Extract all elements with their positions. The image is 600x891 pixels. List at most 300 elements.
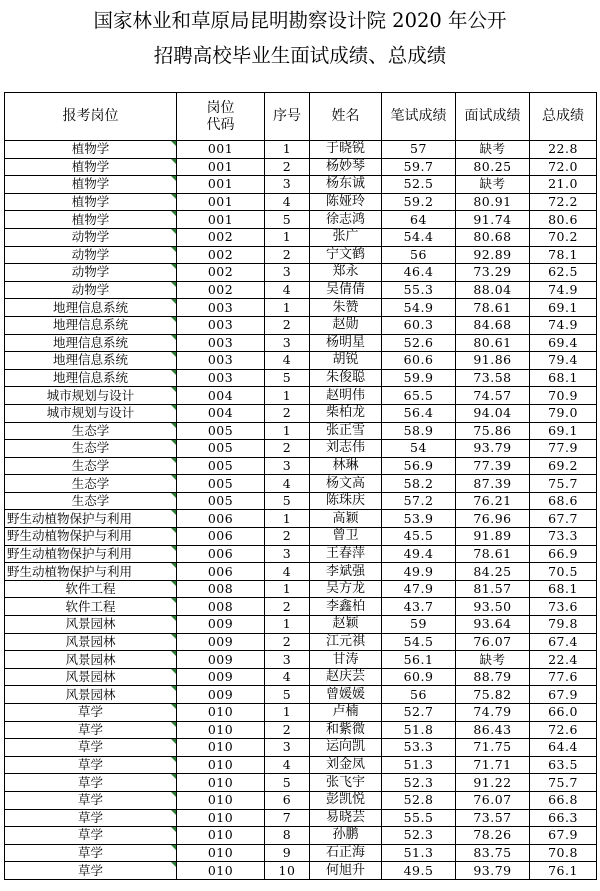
cell-seq: 2 bbox=[265, 528, 310, 546]
table-row bbox=[5, 352, 597, 370]
cell-written: 58.9 bbox=[382, 422, 456, 440]
cell-interview: 76.96 bbox=[456, 510, 530, 528]
cell-code: 006 bbox=[177, 563, 265, 581]
cell-code: 002 bbox=[177, 246, 265, 264]
cell-position: 动物学 bbox=[5, 246, 177, 264]
table-row bbox=[5, 281, 597, 299]
cell-code: 003 bbox=[177, 352, 265, 370]
cell-position: 生态学 bbox=[5, 440, 177, 458]
cell-code: 010 bbox=[177, 862, 265, 880]
cell-name: 运向凯 bbox=[310, 739, 382, 757]
cell-interview: 87.39 bbox=[456, 475, 530, 493]
cell-written: 57.2 bbox=[382, 492, 456, 510]
cell-seq: 4 bbox=[265, 281, 310, 299]
cell-interview: 80.91 bbox=[456, 193, 530, 211]
table-row bbox=[5, 334, 597, 352]
cell-name: 曾卫 bbox=[310, 528, 382, 546]
cell-position: 地理信息系统 bbox=[5, 369, 177, 387]
table-row bbox=[5, 774, 597, 792]
cell-total: 75.7 bbox=[530, 774, 597, 792]
cell-code: 005 bbox=[177, 492, 265, 510]
cell-position: 植物学 bbox=[5, 193, 177, 211]
cell-interview: 73.58 bbox=[456, 369, 530, 387]
table-row bbox=[5, 704, 597, 722]
cell-total: 21.0 bbox=[530, 176, 597, 194]
cell-position: 生态学 bbox=[5, 457, 177, 475]
table-row bbox=[5, 404, 597, 422]
cell-code: 003 bbox=[177, 334, 265, 352]
cell-interview: 76.07 bbox=[456, 791, 530, 809]
cell-seq: 2 bbox=[265, 598, 310, 616]
cell-seq: 3 bbox=[265, 739, 310, 757]
cell-total: 67.9 bbox=[530, 686, 597, 704]
cell-total: 67.4 bbox=[530, 633, 597, 651]
cell-total: 79.8 bbox=[530, 616, 597, 634]
cell-interview: 74.57 bbox=[456, 387, 530, 405]
cell-code: 010 bbox=[177, 739, 265, 757]
cell-name: 赵明伟 bbox=[310, 387, 382, 405]
cell-code: 002 bbox=[177, 228, 265, 246]
cell-written: 65.5 bbox=[382, 387, 456, 405]
cell-code: 003 bbox=[177, 316, 265, 334]
cell-interview: 73.29 bbox=[456, 264, 530, 282]
cell-position: 草学 bbox=[5, 739, 177, 757]
cell-code: 004 bbox=[177, 404, 265, 422]
cell-interview: 88.04 bbox=[456, 281, 530, 299]
cell-seq: 4 bbox=[265, 668, 310, 686]
cell-name: 陈娅玲 bbox=[310, 193, 382, 211]
cell-seq: 5 bbox=[265, 492, 310, 510]
cell-written: 60.3 bbox=[382, 316, 456, 334]
cell-name: 甘涛 bbox=[310, 651, 382, 669]
cell-total: 69.1 bbox=[530, 299, 597, 317]
cell-seq: 4 bbox=[265, 756, 310, 774]
cell-total: 76.1 bbox=[530, 862, 597, 880]
table-row bbox=[5, 264, 597, 282]
table-row bbox=[5, 844, 597, 862]
cell-interview: 93.64 bbox=[456, 616, 530, 634]
cell-interview: 71.71 bbox=[456, 756, 530, 774]
cell-code: 006 bbox=[177, 545, 265, 563]
cell-written: 49.4 bbox=[382, 545, 456, 563]
table-row bbox=[5, 457, 597, 475]
cell-position: 软件工程 bbox=[5, 598, 177, 616]
cell-seq: 8 bbox=[265, 827, 310, 845]
cell-written: 55.3 bbox=[382, 281, 456, 299]
cell-code: 008 bbox=[177, 598, 265, 616]
cell-written: 49.5 bbox=[382, 862, 456, 880]
cell-seq: 5 bbox=[265, 686, 310, 704]
cell-written: 56.1 bbox=[382, 651, 456, 669]
cell-total: 69.4 bbox=[530, 334, 597, 352]
cell-name: 石正海 bbox=[310, 844, 382, 862]
cell-position: 生态学 bbox=[5, 492, 177, 510]
cell-total: 67.7 bbox=[530, 510, 597, 528]
cell-written: 56.4 bbox=[382, 404, 456, 422]
table-row bbox=[5, 809, 597, 827]
cell-interview: 缺考 bbox=[456, 176, 530, 194]
cell-name: 张飞宇 bbox=[310, 774, 382, 792]
cell-name: 赵勋 bbox=[310, 316, 382, 334]
cell-seq: 1 bbox=[265, 299, 310, 317]
table-row bbox=[5, 440, 597, 458]
cell-interview: 93.79 bbox=[456, 440, 530, 458]
cell-total: 79.0 bbox=[530, 404, 597, 422]
cell-total: 73.6 bbox=[530, 598, 597, 616]
cell-name: 胡锐 bbox=[310, 352, 382, 370]
cell-interview: 缺考 bbox=[456, 651, 530, 669]
cell-interview: 93.50 bbox=[456, 598, 530, 616]
cell-total: 74.9 bbox=[530, 316, 597, 334]
cell-total: 70.2 bbox=[530, 228, 597, 246]
cell-written: 52.3 bbox=[382, 827, 456, 845]
cell-name: 卢楠 bbox=[310, 704, 382, 722]
cell-interview: 80.68 bbox=[456, 228, 530, 246]
cell-written: 51.8 bbox=[382, 721, 456, 739]
table-row bbox=[5, 721, 597, 739]
cell-total: 69.1 bbox=[530, 422, 597, 440]
cell-code: 005 bbox=[177, 457, 265, 475]
cell-position: 草学 bbox=[5, 756, 177, 774]
cell-interview: 73.57 bbox=[456, 809, 530, 827]
cell-name: 朱俊聪 bbox=[310, 369, 382, 387]
cell-position: 动物学 bbox=[5, 281, 177, 299]
header-code bbox=[177, 93, 265, 141]
cell-position: 植物学 bbox=[5, 211, 177, 229]
cell-seq: 4 bbox=[265, 193, 310, 211]
cell-seq: 2 bbox=[265, 440, 310, 458]
cell-name: 郑永 bbox=[310, 264, 382, 282]
table-row bbox=[5, 299, 597, 317]
cell-code: 010 bbox=[177, 704, 265, 722]
cell-name: 陈珠庆 bbox=[310, 492, 382, 510]
cell-total: 74.9 bbox=[530, 281, 597, 299]
cell-code: 006 bbox=[177, 528, 265, 546]
cell-seq: 1 bbox=[265, 704, 310, 722]
cell-code: 010 bbox=[177, 827, 265, 845]
cell-code: 003 bbox=[177, 299, 265, 317]
cell-name: 宁文鹤 bbox=[310, 246, 382, 264]
cell-seq: 2 bbox=[265, 246, 310, 264]
cell-position: 动物学 bbox=[5, 264, 177, 282]
cell-position: 草学 bbox=[5, 827, 177, 845]
table-row bbox=[5, 598, 597, 616]
cell-total: 70.5 bbox=[530, 563, 597, 581]
cell-code: 009 bbox=[177, 633, 265, 651]
cell-total: 22.4 bbox=[530, 651, 597, 669]
cell-written: 52.8 bbox=[382, 791, 456, 809]
cell-seq: 5 bbox=[265, 211, 310, 229]
cell-position: 植物学 bbox=[5, 158, 177, 176]
cell-written: 64 bbox=[382, 211, 456, 229]
cell-interview: 80.25 bbox=[456, 158, 530, 176]
table-row bbox=[5, 475, 597, 493]
cell-position: 风景园林 bbox=[5, 633, 177, 651]
cell-written: 45.5 bbox=[382, 528, 456, 546]
cell-total: 75.7 bbox=[530, 475, 597, 493]
cell-seq: 7 bbox=[265, 809, 310, 827]
cell-seq: 2 bbox=[265, 721, 310, 739]
cell-written: 52.3 bbox=[382, 774, 456, 792]
cell-seq: 3 bbox=[265, 545, 310, 563]
header-seq: 序号 bbox=[265, 93, 310, 141]
cell-interview: 92.89 bbox=[456, 246, 530, 264]
cell-name: 朱赞 bbox=[310, 299, 382, 317]
cell-total: 68.1 bbox=[530, 369, 597, 387]
table-row bbox=[5, 563, 597, 581]
cell-code: 009 bbox=[177, 668, 265, 686]
cell-written: 59 bbox=[382, 616, 456, 634]
cell-name: 李斌强 bbox=[310, 563, 382, 581]
cell-seq: 1 bbox=[265, 422, 310, 440]
cell-seq: 6 bbox=[265, 791, 310, 809]
cell-name: 张正雪 bbox=[310, 422, 382, 440]
table-row bbox=[5, 510, 597, 528]
cell-interview: 80.61 bbox=[456, 334, 530, 352]
cell-seq: 5 bbox=[265, 774, 310, 792]
cell-total: 67.9 bbox=[530, 827, 597, 845]
cell-interview: 91.74 bbox=[456, 211, 530, 229]
table-row bbox=[5, 316, 597, 334]
cell-code: 005 bbox=[177, 440, 265, 458]
cell-position: 草学 bbox=[5, 844, 177, 862]
cell-name: 林琳 bbox=[310, 457, 382, 475]
cell-name: 彭凯悦 bbox=[310, 791, 382, 809]
cell-interview: 84.25 bbox=[456, 563, 530, 581]
cell-code: 010 bbox=[177, 809, 265, 827]
cell-interview: 78.61 bbox=[456, 545, 530, 563]
cell-code: 001 bbox=[177, 158, 265, 176]
header-name: 姓名 bbox=[310, 93, 382, 141]
cell-name: 杨明星 bbox=[310, 334, 382, 352]
table-row bbox=[5, 246, 597, 264]
cell-seq: 3 bbox=[265, 334, 310, 352]
cell-written: 54 bbox=[382, 440, 456, 458]
cell-seq: 2 bbox=[265, 633, 310, 651]
cell-interview: 76.21 bbox=[456, 492, 530, 510]
page-title-line1: 国家林业和草原局昆明勘察设计院 2020 年公开 bbox=[93, 9, 507, 32]
table-row bbox=[5, 791, 597, 809]
cell-name: 杨文高 bbox=[310, 475, 382, 493]
cell-name: 易晓芸 bbox=[310, 809, 382, 827]
cell-interview: 缺考 bbox=[456, 141, 530, 159]
cell-code: 010 bbox=[177, 756, 265, 774]
cell-interview: 77.39 bbox=[456, 457, 530, 475]
cell-name: 吴方龙 bbox=[310, 580, 382, 598]
cell-position: 生态学 bbox=[5, 422, 177, 440]
cell-seq: 1 bbox=[265, 510, 310, 528]
cell-code: 004 bbox=[177, 387, 265, 405]
cell-written: 58.2 bbox=[382, 475, 456, 493]
table-header-row bbox=[5, 93, 597, 141]
cell-total: 62.5 bbox=[530, 264, 597, 282]
cell-name: 杨东诚 bbox=[310, 176, 382, 194]
cell-seq: 3 bbox=[265, 651, 310, 669]
cell-code: 005 bbox=[177, 422, 265, 440]
cell-seq: 2 bbox=[265, 404, 310, 422]
header-code-line1: 岗位 bbox=[206, 99, 235, 116]
cell-total: 72.2 bbox=[530, 193, 597, 211]
cell-code: 008 bbox=[177, 580, 265, 598]
page-title-line2: 招聘高校毕业生面试成绩、总成绩 bbox=[153, 44, 447, 67]
cell-seq: 4 bbox=[265, 475, 310, 493]
cell-written: 59.2 bbox=[382, 193, 456, 211]
cell-written: 55.5 bbox=[382, 809, 456, 827]
cell-interview: 81.57 bbox=[456, 580, 530, 598]
table-row bbox=[5, 862, 597, 880]
cell-interview: 94.04 bbox=[456, 404, 530, 422]
cell-total: 64.4 bbox=[530, 739, 597, 757]
cell-code: 006 bbox=[177, 510, 265, 528]
cell-seq: 1 bbox=[265, 228, 310, 246]
cell-interview: 83.75 bbox=[456, 844, 530, 862]
cell-written: 53.3 bbox=[382, 739, 456, 757]
cell-written: 59.9 bbox=[382, 369, 456, 387]
cell-written: 49.9 bbox=[382, 563, 456, 581]
cell-total: 66.3 bbox=[530, 809, 597, 827]
cell-seq: 2 bbox=[265, 158, 310, 176]
cell-code: 003 bbox=[177, 369, 265, 387]
cell-written: 54.4 bbox=[382, 228, 456, 246]
cell-seq: 1 bbox=[265, 580, 310, 598]
cell-seq: 1 bbox=[265, 616, 310, 634]
cell-seq: 9 bbox=[265, 844, 310, 862]
cell-interview: 75.86 bbox=[456, 422, 530, 440]
cell-written: 43.7 bbox=[382, 598, 456, 616]
cell-written: 60.9 bbox=[382, 668, 456, 686]
table-row bbox=[5, 158, 597, 176]
cell-code: 002 bbox=[177, 281, 265, 299]
cell-code: 010 bbox=[177, 721, 265, 739]
cell-position: 地理信息系统 bbox=[5, 334, 177, 352]
cell-seq: 4 bbox=[265, 352, 310, 370]
cell-total: 77.6 bbox=[530, 668, 597, 686]
cell-position: 野生动植物保护与利用 bbox=[5, 528, 177, 546]
cell-position: 风景园林 bbox=[5, 651, 177, 669]
cell-position: 植物学 bbox=[5, 176, 177, 194]
table-row bbox=[5, 616, 597, 634]
cell-name: 吴倩倩 bbox=[310, 281, 382, 299]
cell-interview: 91.89 bbox=[456, 528, 530, 546]
cell-name: 何旭升 bbox=[310, 862, 382, 880]
cell-interview: 71.75 bbox=[456, 739, 530, 757]
cell-written: 57 bbox=[382, 141, 456, 159]
table-row bbox=[5, 492, 597, 510]
cell-name: 孙鹏 bbox=[310, 827, 382, 845]
cell-name: 赵庆芸 bbox=[310, 668, 382, 686]
header-position: 报考岗位 bbox=[5, 93, 177, 141]
cell-code: 001 bbox=[177, 141, 265, 159]
cell-written: 56 bbox=[382, 246, 456, 264]
cell-code: 001 bbox=[177, 211, 265, 229]
cell-total: 72.6 bbox=[530, 721, 597, 739]
cell-name: 张广 bbox=[310, 228, 382, 246]
cell-seq: 2 bbox=[265, 316, 310, 334]
header-interview: 面试成绩 bbox=[456, 93, 530, 141]
cell-position: 野生动植物保护与利用 bbox=[5, 563, 177, 581]
cell-name: 刘金凤 bbox=[310, 756, 382, 774]
cell-written: 52.6 bbox=[382, 334, 456, 352]
cell-written: 46.4 bbox=[382, 264, 456, 282]
cell-name: 柴柏龙 bbox=[310, 404, 382, 422]
cell-total: 63.5 bbox=[530, 756, 597, 774]
cell-written: 51.3 bbox=[382, 756, 456, 774]
cell-position: 地理信息系统 bbox=[5, 299, 177, 317]
cell-position: 风景园林 bbox=[5, 668, 177, 686]
cell-written: 51.3 bbox=[382, 844, 456, 862]
cell-name: 江元祺 bbox=[310, 633, 382, 651]
cell-position: 草学 bbox=[5, 791, 177, 809]
cell-name: 李鑫柏 bbox=[310, 598, 382, 616]
cell-position: 草学 bbox=[5, 721, 177, 739]
cell-name: 曾媛媛 bbox=[310, 686, 382, 704]
cell-position: 地理信息系统 bbox=[5, 352, 177, 370]
cell-total: 66.0 bbox=[530, 704, 597, 722]
cell-position: 野生动植物保护与利用 bbox=[5, 510, 177, 528]
table-row bbox=[5, 633, 597, 651]
cell-interview: 88.79 bbox=[456, 668, 530, 686]
results-table bbox=[4, 92, 597, 880]
cell-total: 72.0 bbox=[530, 158, 597, 176]
cell-position: 风景园林 bbox=[5, 616, 177, 634]
cell-seq: 3 bbox=[265, 264, 310, 282]
cell-total: 66.8 bbox=[530, 791, 597, 809]
cell-position: 草学 bbox=[5, 862, 177, 880]
cell-position: 城市规划与设计 bbox=[5, 387, 177, 405]
cell-written: 59.7 bbox=[382, 158, 456, 176]
cell-code: 010 bbox=[177, 791, 265, 809]
cell-written: 56.9 bbox=[382, 457, 456, 475]
cell-name: 王春萍 bbox=[310, 545, 382, 563]
cell-name: 徐志鸿 bbox=[310, 211, 382, 229]
cell-written: 56 bbox=[382, 686, 456, 704]
table-row bbox=[5, 422, 597, 440]
header-code-line2: 代码 bbox=[206, 116, 235, 133]
cell-written: 52.7 bbox=[382, 704, 456, 722]
cell-code: 009 bbox=[177, 651, 265, 669]
cell-total: 78.1 bbox=[530, 246, 597, 264]
cell-total: 68.1 bbox=[530, 580, 597, 598]
cell-position: 风景园林 bbox=[5, 686, 177, 704]
cell-name: 赵颖 bbox=[310, 616, 382, 634]
cell-interview: 84.68 bbox=[456, 316, 530, 334]
cell-name: 于晓锐 bbox=[310, 141, 382, 159]
cell-code: 009 bbox=[177, 686, 265, 704]
cell-seq: 5 bbox=[265, 369, 310, 387]
table-row bbox=[5, 387, 597, 405]
cell-total: 68.6 bbox=[530, 492, 597, 510]
table-row bbox=[5, 528, 597, 546]
cell-interview: 74.79 bbox=[456, 704, 530, 722]
cell-total: 22.8 bbox=[530, 141, 597, 159]
cell-position: 城市规划与设计 bbox=[5, 404, 177, 422]
cell-written: 60.6 bbox=[382, 352, 456, 370]
cell-name: 杨妙琴 bbox=[310, 158, 382, 176]
cell-seq: 1 bbox=[265, 141, 310, 159]
cell-total: 73.3 bbox=[530, 528, 597, 546]
cell-interview: 86.43 bbox=[456, 721, 530, 739]
cell-total: 80.6 bbox=[530, 211, 597, 229]
table-row bbox=[5, 369, 597, 387]
cell-interview: 78.26 bbox=[456, 827, 530, 845]
table-row bbox=[5, 739, 597, 757]
cell-interview: 78.61 bbox=[456, 299, 530, 317]
cell-total: 69.2 bbox=[530, 457, 597, 475]
cell-interview: 75.82 bbox=[456, 686, 530, 704]
cell-code: 005 bbox=[177, 475, 265, 493]
cell-position: 草学 bbox=[5, 774, 177, 792]
cell-interview: 91.22 bbox=[456, 774, 530, 792]
